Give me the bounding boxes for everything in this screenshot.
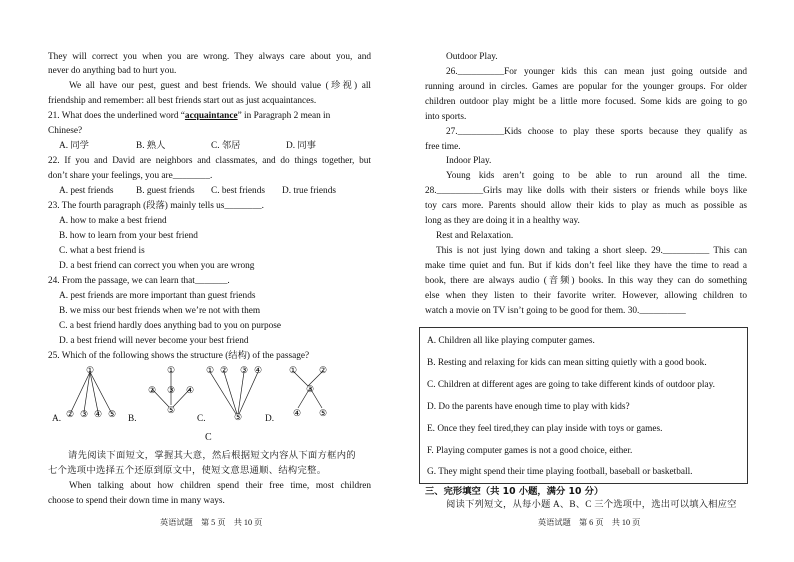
option-22b: B. guest friends [136, 186, 195, 196]
subheading: Outdoor Play. [446, 52, 498, 62]
diagram-c-node: ③ [239, 365, 249, 375]
diagram-d-node: ① [288, 365, 298, 375]
text-line: running around in circles. Games are popular for the younger groups. For older [425, 82, 747, 92]
diagram-b-node: ③ [166, 385, 176, 395]
subheading: Indoor Play. [446, 156, 492, 166]
text-line: Chinese? [48, 126, 83, 136]
text-line: never do anything bad to hurt you. [48, 66, 177, 76]
option-21d: D. 同事 [286, 141, 316, 151]
text-line: don’t share your feelings, you are________. [48, 171, 213, 181]
option-a: A. Children all like playing computer games. [427, 336, 595, 346]
question-22: 22. If you and David are neighbors and classmates, and do things together, but [48, 156, 371, 166]
diagram-c-node: ④ [253, 365, 263, 375]
question-21 [48, 111, 330, 122]
option-22d: D. true friends [282, 186, 336, 196]
option-24c: C. a best friend hardly does anything bad to you on purpose [59, 321, 282, 331]
option-e: E. Once they feel tired,they can play inside with toys or games. [427, 424, 663, 434]
option-23a: A. how to make a best friend [59, 216, 167, 226]
diagram-b-node: ② [147, 385, 157, 395]
section-letter: C [205, 432, 212, 443]
diagram-label-b: B. [128, 414, 137, 424]
option-22a: A. pest friends [59, 186, 114, 196]
diagram-d-node: ⑤ [318, 408, 328, 418]
question-23: 23. The fourth paragraph (段落) mainly tells us________. [48, 201, 264, 211]
text-line: else when they listen to their favorite writer. However, allowing children to [425, 291, 747, 301]
option-24a: A. pest friends are more important than guest friends [59, 291, 256, 301]
instruction-line: 请先阅读下面短文，掌握其大意，然后根据短文内容从下面方框内的 [68, 451, 356, 461]
text-line: watch a movie on TV isn’t going to be good for them. 30.__________ [425, 306, 686, 316]
diagram-c-node: ② [219, 365, 229, 375]
instruction-line: 七个选项中选择五个还原到原文中，使短文意思通顺、结构完整。 [48, 466, 327, 476]
option-21a: A. 同学 [59, 141, 89, 151]
option-f: F. Playing computer games is not a good choice, either. [427, 446, 633, 456]
text-line: friendship and remember: all best friends start out as just acquaintances. [48, 96, 317, 106]
option-b: B. Resting and relaxing for kids can mean sitting quietly with a good book. [427, 358, 707, 368]
subheading: Rest and Relaxation. [436, 231, 514, 241]
diagram-a-node: ③ [79, 409, 89, 419]
text-line: 27.__________Kids choose to play these sports because they qualify as [446, 127, 747, 137]
text-line: toy cars more. Parents should allow their kids to play as much as possible as [425, 201, 747, 211]
options-box [419, 327, 748, 484]
question-21-stem: 21. What does the underlined word “ [48, 111, 185, 121]
text-line: long as they are doing it in a healthy way. [425, 216, 580, 226]
diagram-d-node: ② [318, 365, 328, 375]
option-d: D. Do the parents have enough time to play with kids? [427, 402, 630, 412]
diagram-a-node: ① [85, 365, 95, 375]
diagram-c-node: ⑤ [233, 412, 243, 422]
diagram-a-node: ② [65, 409, 75, 419]
question-21-stem-end: ” in Paragraph 2 mean in [237, 111, 331, 121]
diagram-a-node: ⑤ [107, 409, 117, 419]
option-23d: D. a best friend can correct you when you are wrong [59, 261, 255, 271]
option-c: C. Children at different ages are going to take different kinds of outdoor play. [427, 380, 715, 390]
option-23c: C. what a best friend is [59, 246, 145, 256]
option-21c: C. 邻居 [211, 141, 241, 151]
text-line: children outdoor play might be a little more focused. Some kids are going to go [425, 97, 747, 107]
page-footer: 英语试题 第 5 页 共 10 页 [160, 518, 263, 527]
text-line: make time quiet and fun. But if kids don’t feel like they have the time to read a [425, 261, 747, 271]
text-line: When talking about how children spend their free time, most children [69, 481, 371, 491]
option-24b: B. we miss our best friends when we’re not with them [59, 306, 261, 316]
diagram-b-node: ① [166, 365, 176, 375]
text-line: free time. [425, 142, 461, 152]
page-footer: 英语试题 第 6 页 共 10 页 [538, 518, 641, 527]
text-line: We all have our pest, guest and best friends. We should value (珍视) all [69, 81, 371, 91]
diagram-d-node: ③ [305, 384, 315, 394]
diagram-b-node: ⑤ [166, 405, 176, 415]
diagram-label-d: D. [265, 414, 275, 424]
option-24d: D. a best friend will never become your best friend [59, 336, 249, 346]
structure-diagram-d [284, 362, 344, 422]
text-line: choose to spend their down time in many ways. [48, 496, 225, 506]
text-line: 26.__________For younger kids this can mean just going outside and [446, 67, 747, 77]
diagram-label-c: C. [197, 414, 206, 424]
section-intro: 阅读下列短文，从每小题 A、B、C 三个选项中，选出可以填入相应空 [446, 500, 737, 510]
question-24: 24. From the passage, we can learn that_______. [48, 276, 230, 286]
text-line: They will correct you when you are wrong. They always care about you, and [48, 52, 371, 62]
text-line: into sports. [425, 112, 467, 122]
question-25: 25. Which of the following shows the structure (结构) of the passage? [48, 351, 310, 361]
option-21b: B. 熟人 [136, 141, 166, 151]
diagram-c-node: ① [205, 365, 215, 375]
diagram-label-a: A. [52, 414, 62, 424]
option-23b: B. how to learn from your best friend [59, 231, 198, 241]
option-22c: C. best friends [211, 186, 265, 196]
structure-diagrams [48, 362, 278, 432]
diagram-d-node: ④ [292, 408, 302, 418]
option-g: G. They might spend their time playing football, baseball or basketball. [427, 467, 693, 477]
underlined-word: acquaintance [184, 111, 238, 121]
text-line: 28.__________Girls may like dolls with their sisters or friends while boys like [425, 186, 747, 196]
diagram-a-node: ④ [93, 409, 103, 419]
section-title: 三、完形填空（共 10 小题，满分 10 分） [425, 486, 604, 497]
text-line: This is not just lying down and taking a short sleep. 29.__________ This can [436, 246, 747, 256]
text-line: Young kids aren’t going to be able to run around all the time. [446, 171, 747, 181]
text-line: book, there are always audio (音频) books. In this way they can do something [425, 276, 747, 286]
diagram-b-node: ④ [185, 385, 195, 395]
